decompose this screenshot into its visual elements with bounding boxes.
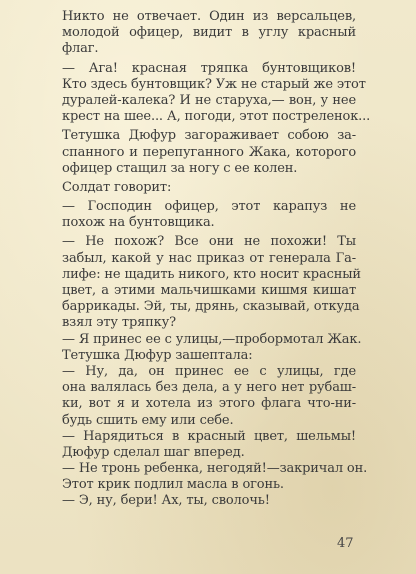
text-line: Никто не отвечает. Один из версальцев,	[62, 9, 356, 24]
text-line: — Не тронь ребенка, негодяй!—закричал он.	[62, 461, 368, 477]
text-line: Тетушка Дюфур зашептала:	[62, 347, 253, 363]
text-line: забыл, какой у нас приказ от генерала Га-	[62, 250, 356, 266]
text-line: молодой офицер, видит в углу красный	[62, 25, 356, 41]
text-line: офицер стащил за ногу с ее колен.	[62, 160, 298, 176]
text-line: дуралей-калека? И не старуха,— вон, у нее	[62, 92, 356, 108]
text-line: Тетушка Дюфур загораживает собою за-	[62, 128, 356, 144]
page-text	[62, 9, 371, 510]
text-line: Этот крик подлил масла в огонь.	[62, 477, 284, 493]
text-line: — Господин офицер, этот карапуз не	[62, 199, 356, 215]
text-line: ки, вот я и хотела из этого флага что-ни-	[62, 396, 356, 412]
text-line: будь сшить ему или себе.	[62, 412, 234, 428]
text-line: — Я принес ее с улицы,—пробормотал Жак.	[62, 331, 362, 347]
text-line: флаг.	[62, 41, 99, 57]
text-line: крест на шее... А, погоди, этот постреленок...	[62, 109, 371, 125]
text-line: она валялась без дела, а у него нет рубаш-	[62, 380, 356, 396]
page-number: 47	[337, 536, 354, 551]
text-line: спанного и перепуганного Жака, которого	[62, 144, 356, 160]
text-line: баррикады. Эй, ты, дрянь, сказывай, откуда	[62, 299, 360, 315]
text-line: похож на бунтовщика.	[62, 215, 215, 231]
text-line: — Ага! красная тряпка бунтовщиков!	[62, 60, 356, 76]
text-line: — Э, ну, бери! Ах, ты, сволочь!	[62, 493, 270, 509]
text-line: Кто здесь бунтовщик? Уж не старый же этот	[62, 76, 366, 92]
text-line: — Ну, да, он принес ее с улицы, где	[62, 363, 356, 379]
text-line: лифе: не щадить никого, кто носит красный	[62, 266, 361, 282]
text-line: Дюфур сделал шаг вперед.	[62, 444, 245, 460]
text-line: — Нарядиться в красный цвет, шельмы!	[62, 428, 356, 444]
text-line: взял эту тряпку?	[62, 315, 176, 331]
text-line: цвет, а этими мальчишками кишмя кишат	[62, 283, 356, 298]
text-line: Солдат говорит:	[62, 179, 172, 195]
text-line: — Не похож? Все они не похожи! Ты	[62, 234, 356, 250]
